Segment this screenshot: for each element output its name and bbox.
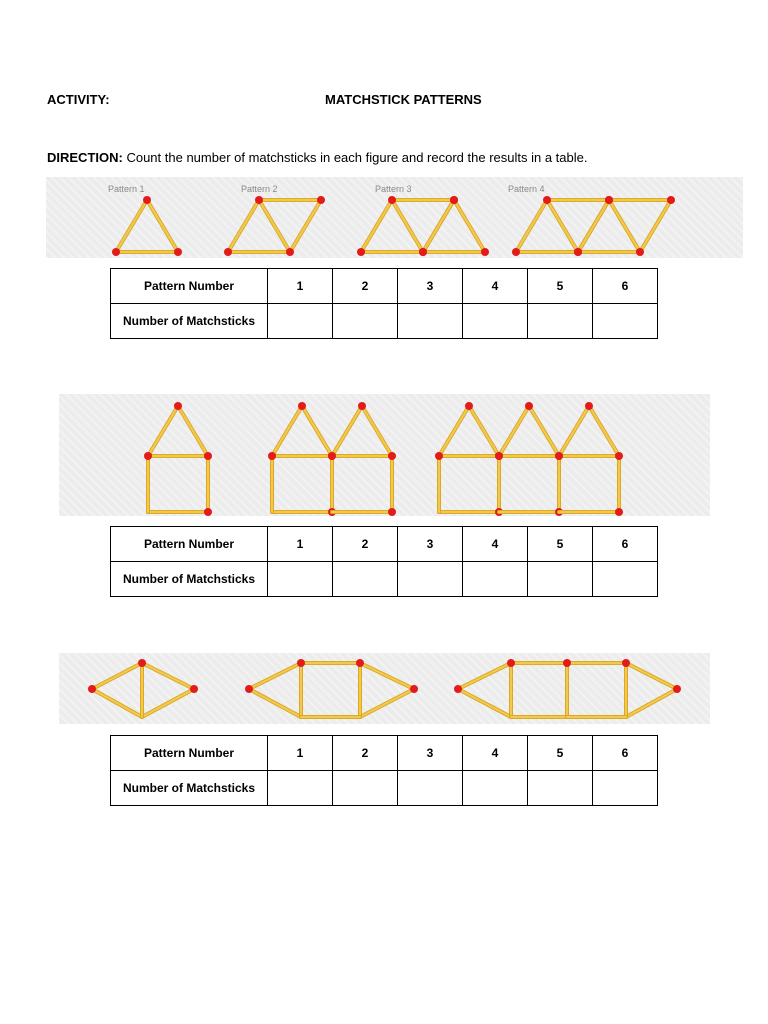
- matchstick-body: [439, 406, 469, 456]
- matchstick-body: [578, 200, 609, 252]
- house-patterns-figure: [59, 394, 710, 516]
- matchsticks-answer-cell[interactable]: [333, 562, 398, 597]
- arrow-patterns-sticks: [88, 659, 681, 717]
- matchstick-body: [178, 406, 208, 456]
- matchstick-head: [388, 196, 396, 204]
- matchstick-body: [362, 406, 392, 456]
- matchstick-body: [559, 406, 589, 456]
- pattern-number-cell: 2: [333, 527, 398, 562]
- matchstick-head: [525, 402, 533, 410]
- pattern-number-cell: 6: [593, 527, 658, 562]
- matchstick-head: [388, 508, 396, 516]
- pattern-number-header: Pattern Number: [111, 269, 268, 304]
- matchstick-head: [297, 659, 305, 667]
- record-table-arrows: [110, 735, 658, 806]
- triangle-patterns-figure: [46, 177, 743, 258]
- matchsticks-answer-cell[interactable]: [268, 304, 333, 339]
- pattern-number-header: Pattern Number: [111, 736, 268, 771]
- matchsticks-answer-cell[interactable]: [593, 562, 658, 597]
- matchstick-body: [458, 689, 511, 717]
- matchstick-body: [259, 200, 290, 252]
- pattern-number-cell: 5: [528, 527, 593, 562]
- arrow-patterns-drawing: [59, 653, 710, 724]
- pattern-number-cell: 5: [528, 736, 593, 771]
- matchstick-head: [268, 452, 276, 460]
- matchsticks-answer-cell[interactable]: [528, 304, 593, 339]
- matchstick-body: [147, 200, 178, 252]
- pattern-number-cell: 3: [398, 269, 463, 304]
- matchstick-head: [555, 452, 563, 460]
- pattern-label-1: Pattern 1: [108, 184, 145, 194]
- matchstick-head: [435, 452, 443, 460]
- matchstick-head: [454, 685, 462, 693]
- matchstick-head: [388, 452, 396, 460]
- pattern-number-cell: 2: [333, 736, 398, 771]
- pattern-number-cell: 1: [268, 269, 333, 304]
- pattern-number-cell: 1: [268, 527, 333, 562]
- pattern-number-cell: 3: [398, 736, 463, 771]
- matchstick-body: [609, 200, 640, 252]
- matchstick-body: [626, 663, 677, 689]
- matchstick-body: [249, 689, 301, 717]
- pattern-number-cell: 6: [593, 736, 658, 771]
- matchsticks-answer-cell[interactable]: [528, 771, 593, 806]
- matchstick-body: [249, 663, 301, 689]
- matchstick-head: [356, 659, 364, 667]
- triangle-patterns-sticks: [112, 196, 675, 256]
- matchstick-head: [543, 196, 551, 204]
- matchstick-body: [529, 406, 559, 456]
- matchstick-head: [357, 248, 365, 256]
- matchstick-body: [589, 406, 619, 456]
- matchstick-head: [673, 685, 681, 693]
- matchstick-head: [410, 685, 418, 693]
- matchstick-head: [358, 402, 366, 410]
- matchsticks-answer-cell[interactable]: [463, 304, 528, 339]
- matchstick-head: [174, 402, 182, 410]
- matchsticks-answer-cell[interactable]: [268, 771, 333, 806]
- matchsticks-answer-cell[interactable]: [398, 304, 463, 339]
- matchsticks-answer-cell[interactable]: [463, 562, 528, 597]
- pattern-number-cell: 4: [463, 269, 528, 304]
- matchstick-head: [512, 248, 520, 256]
- table-row: [111, 304, 658, 339]
- matchstick-head: [563, 659, 571, 667]
- matchstick-head: [204, 508, 212, 516]
- matchstick-body: [360, 663, 414, 689]
- pattern-number-cell: 1: [268, 736, 333, 771]
- matchstick-body: [228, 200, 259, 252]
- matchstick-body: [423, 200, 454, 252]
- matchstick-body: [332, 406, 362, 456]
- table-row: [111, 527, 658, 562]
- matchstick-body: [516, 200, 547, 252]
- pattern-number-cell: 3: [398, 527, 463, 562]
- matchstick-head: [419, 248, 427, 256]
- table-row: [111, 771, 658, 806]
- matchstick-body: [92, 663, 142, 689]
- matchstick-head: [245, 685, 253, 693]
- matchstick-body: [392, 200, 423, 252]
- matchstick-head: [317, 196, 325, 204]
- matchstick-head: [636, 248, 644, 256]
- pattern-number-header: Pattern Number: [111, 527, 268, 562]
- pattern-label-2: Pattern 2: [241, 184, 278, 194]
- matchstick-head: [144, 452, 152, 460]
- matchstick-head: [574, 248, 582, 256]
- matchstick-body: [458, 663, 511, 689]
- matchsticks-answer-cell[interactable]: [333, 771, 398, 806]
- matchstick-body: [469, 406, 499, 456]
- matchstick-head: [615, 508, 623, 516]
- matchsticks-answer-cell[interactable]: [333, 304, 398, 339]
- triangle-patterns-drawing: [46, 177, 743, 258]
- direction-label: DIRECTION:: [47, 150, 123, 165]
- matchstick-body: [142, 663, 194, 689]
- pattern-number-cell: 4: [463, 527, 528, 562]
- matchstick-body: [142, 689, 194, 717]
- matchstick-head: [190, 685, 198, 693]
- matchstick-head: [138, 659, 146, 667]
- record-table-triangles: [110, 268, 658, 339]
- house-patterns-sticks: [144, 402, 623, 516]
- matchstick-head: [204, 452, 212, 460]
- direction-instruction: [47, 150, 587, 165]
- matchstick-body: [290, 200, 321, 252]
- matchsticks-count-header: Number of Matchsticks: [111, 304, 268, 339]
- matchsticks-count-header: Number of Matchsticks: [111, 771, 268, 806]
- activity-label: ACTIVITY:: [47, 92, 110, 107]
- page-title: MATCHSTICK PATTERNS: [325, 92, 482, 107]
- pattern-number-cell: 4: [463, 736, 528, 771]
- matchstick-head: [112, 248, 120, 256]
- pattern-number-cell: 2: [333, 269, 398, 304]
- matchsticks-answer-cell[interactable]: [593, 304, 658, 339]
- pattern-number-cell: 5: [528, 269, 593, 304]
- matchsticks-count-header: Number of Matchsticks: [111, 562, 268, 597]
- matchstick-head: [143, 196, 151, 204]
- record-table-houses: [110, 526, 658, 597]
- matchstick-head: [286, 248, 294, 256]
- matchsticks-answer-cell[interactable]: [593, 771, 658, 806]
- arrow-patterns-figure: [59, 653, 710, 724]
- matchstick-body: [92, 689, 142, 717]
- matchstick-body: [116, 200, 147, 252]
- matchsticks-answer-cell[interactable]: [268, 562, 333, 597]
- matchstick-head: [605, 196, 613, 204]
- matchstick-body: [454, 200, 485, 252]
- matchstick-head: [585, 402, 593, 410]
- matchstick-head: [481, 248, 489, 256]
- matchstick-head: [298, 402, 306, 410]
- house-patterns-drawing: [59, 394, 710, 516]
- pattern-label-4: Pattern 4: [508, 184, 545, 194]
- matchstick-body: [302, 406, 332, 456]
- table-row: [111, 269, 658, 304]
- matchstick-body: [148, 406, 178, 456]
- table-row: [111, 736, 658, 771]
- matchsticks-answer-cell[interactable]: [398, 562, 463, 597]
- matchstick-body: [361, 200, 392, 252]
- matchsticks-answer-cell[interactable]: [528, 562, 593, 597]
- matchstick-head: [615, 452, 623, 460]
- matchstick-head: [255, 196, 263, 204]
- matchstick-head: [495, 452, 503, 460]
- matchstick-head: [622, 659, 630, 667]
- matchstick-body: [499, 406, 529, 456]
- matchsticks-answer-cell[interactable]: [398, 771, 463, 806]
- matchstick-body: [547, 200, 578, 252]
- matchstick-head: [667, 196, 675, 204]
- matchstick-body: [272, 406, 302, 456]
- pattern-label-3: Pattern 3: [375, 184, 412, 194]
- matchsticks-answer-cell[interactable]: [463, 771, 528, 806]
- matchstick-head: [88, 685, 96, 693]
- matchstick-head: [224, 248, 232, 256]
- matchstick-body: [360, 689, 414, 717]
- matchstick-head: [328, 452, 336, 460]
- matchstick-head: [507, 659, 515, 667]
- matchstick-body: [640, 200, 671, 252]
- table-row: [111, 562, 658, 597]
- direction-text: Count the number of matchsticks in each figure and record the results in a table.: [122, 150, 588, 165]
- pattern-number-cell: 6: [593, 269, 658, 304]
- matchstick-head: [465, 402, 473, 410]
- matchstick-head: [450, 196, 458, 204]
- matchstick-body: [626, 689, 677, 717]
- matchstick-head: [174, 248, 182, 256]
